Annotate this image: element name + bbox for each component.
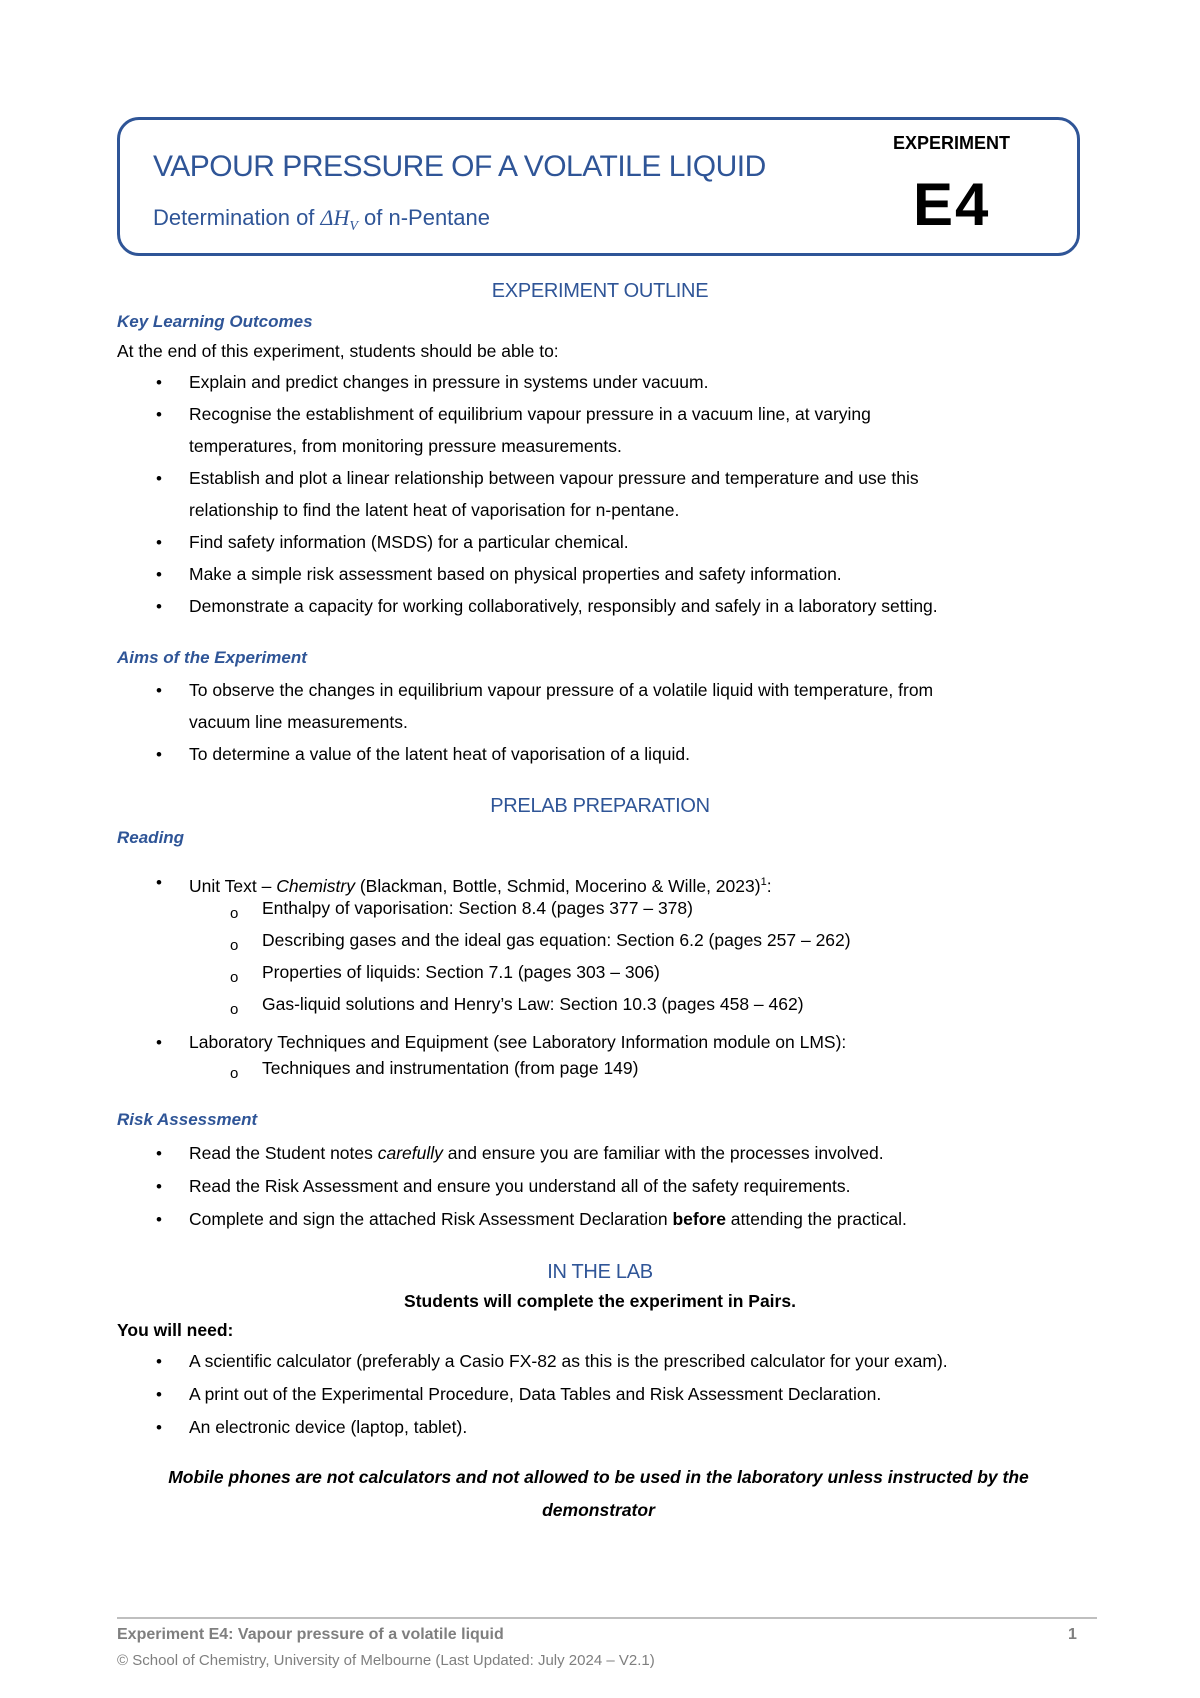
bullet-icon: • (156, 1418, 162, 1437)
mobile-phone-warning-continued: demonstrator (542, 1500, 655, 1520)
reading-sub-item: Enthalpy of vaporisation: Section 8.4 (pages 377 – 378) (262, 898, 693, 918)
bullet-icon: • (156, 565, 162, 584)
bullet-icon: • (156, 681, 162, 700)
lab-techniques-sub-item: Techniques and instrumentation (from page 149) (262, 1058, 639, 1078)
footer-copyright: © School of Chemistry, University of Melbourne (Last Updated: July 2024 – V2.1) (117, 1652, 655, 1669)
reading-sub-item: Gas-liquid solutions and Henry’s Law: Section 10.3 (pages 458 – 462) (262, 994, 804, 1014)
mobile-phone-warning: Mobile phones are not calculators and not allowed to be used in the laboratory unless instructed by the (168, 1467, 1029, 1487)
bullet-icon: • (156, 1177, 162, 1196)
klo-item: Demonstrate a capacity for working collaboratively, responsibly and safely in a laboratory setting. (189, 596, 938, 616)
need-item: An electronic device (laptop, tablet). (189, 1417, 468, 1437)
bullet-icon: • (156, 745, 162, 764)
bullet-icon: • (156, 1385, 162, 1404)
bullet-icon: • (156, 373, 162, 392)
klo-item: Find safety information (MSDS) for a particular chemical. (189, 532, 629, 552)
aim-item: To observe the changes in equilibrium vapour pressure of a volatile liquid with temperature, from (189, 680, 934, 700)
need-item: A scientific calculator (preferably a Casio FX-82 as this is the prescribed calculator for your exam). (189, 1351, 948, 1371)
bullet-icon: • (156, 1144, 162, 1163)
bullet-icon: • (156, 1033, 162, 1052)
bullet-icon: • (156, 597, 162, 616)
unit-text-item: Unit Text – Chemistry (Blackman, Bottle, Schmid, Mocerino & Wille, 2023)$^1$: (189, 875, 772, 896)
bullet-icon: • (156, 873, 162, 892)
risk-item: Read the Student notes carefully and ensure you are familiar with the processes involved. (189, 1143, 884, 1163)
klo-item-continued: relationship to find the latent heat of vaporisation for n-pentane. (189, 500, 680, 520)
prelab-heading: PRELAB PREPARATION (490, 795, 710, 817)
risk-heading: Risk Assessment (117, 1110, 258, 1129)
outline-heading: EXPERIMENT OUTLINE (491, 280, 709, 302)
you-will-need-label: You will need: (117, 1320, 234, 1340)
reading-sub-item: Describing gases and the ideal gas equation: Section 6.2 (pages 257 – 262) (262, 930, 851, 950)
sub-bullet-icon: o (230, 969, 239, 986)
bullet-icon: • (156, 469, 162, 488)
klo-item: Make a simple risk assessment based on physical properties and safety information. (189, 564, 842, 584)
klo-item-continued: temperatures, from monitoring pressure measurements. (189, 436, 622, 456)
lab-techniques-item: Laboratory Techniques and Equipment (see Laboratory Information module on LMS): (189, 1032, 847, 1052)
experiment-code: E4 (913, 171, 991, 238)
page-number: 1 (1068, 1626, 1077, 1643)
footer-divider (117, 1617, 1097, 1619)
bullet-icon: • (156, 1352, 162, 1371)
document-subtitle: Determination of $\Delta H_V$ of n-Pentane (153, 205, 491, 235)
risk-item: Read the Risk Assessment and ensure you understand all of the safety requirements. (189, 1176, 851, 1196)
document-title: VAPOUR PRESSURE OF A VOLATILE LIQUID (153, 150, 766, 183)
in-lab-heading: IN THE LAB (547, 1261, 653, 1283)
klo-heading: Key Learning Outcomes (117, 312, 313, 331)
bullet-icon: • (156, 405, 162, 424)
need-item: A print out of the Experimental Procedure, Data Tables and Risk Assessment Declaration. (189, 1384, 882, 1404)
sub-bullet-icon: o (230, 905, 239, 922)
reading-heading: Reading (117, 828, 185, 847)
klo-item: Explain and predict changes in pressure in systems under vacuum. (189, 372, 709, 392)
footer-title: Experiment E4: Vapour pressure of a volatile liquid (117, 1626, 504, 1643)
bullet-icon: • (156, 533, 162, 552)
risk-item: Complete and sign the attached Risk Assessment Declaration before attending the practical. (189, 1209, 907, 1229)
reading-sub-item: Properties of liquids: Section 7.1 (pages 303 – 306) (262, 962, 660, 982)
pairs-note: Students will complete the experiment in Pairs. (404, 1291, 796, 1311)
sub-bullet-icon: o (230, 1065, 239, 1082)
klo-item: Establish and plot a linear relationship between vapour pressure and temperature and use this (189, 468, 919, 488)
sub-bullet-icon: o (230, 937, 239, 954)
aim-item-continued: vacuum line measurements. (189, 712, 408, 732)
aim-item: To determine a value of the latent heat of vaporisation of a liquid. (189, 744, 691, 764)
aims-heading: Aims of the Experiment (117, 648, 307, 667)
sub-bullet-icon: o (230, 1001, 239, 1018)
bullet-icon: • (156, 1210, 162, 1229)
klo-intro: At the end of this experiment, students should be able to: (117, 341, 559, 361)
klo-item: Recognise the establishment of equilibrium vapour pressure in a vacuum line, at varying (189, 404, 871, 424)
experiment-label: EXPERIMENT (893, 133, 1011, 153)
